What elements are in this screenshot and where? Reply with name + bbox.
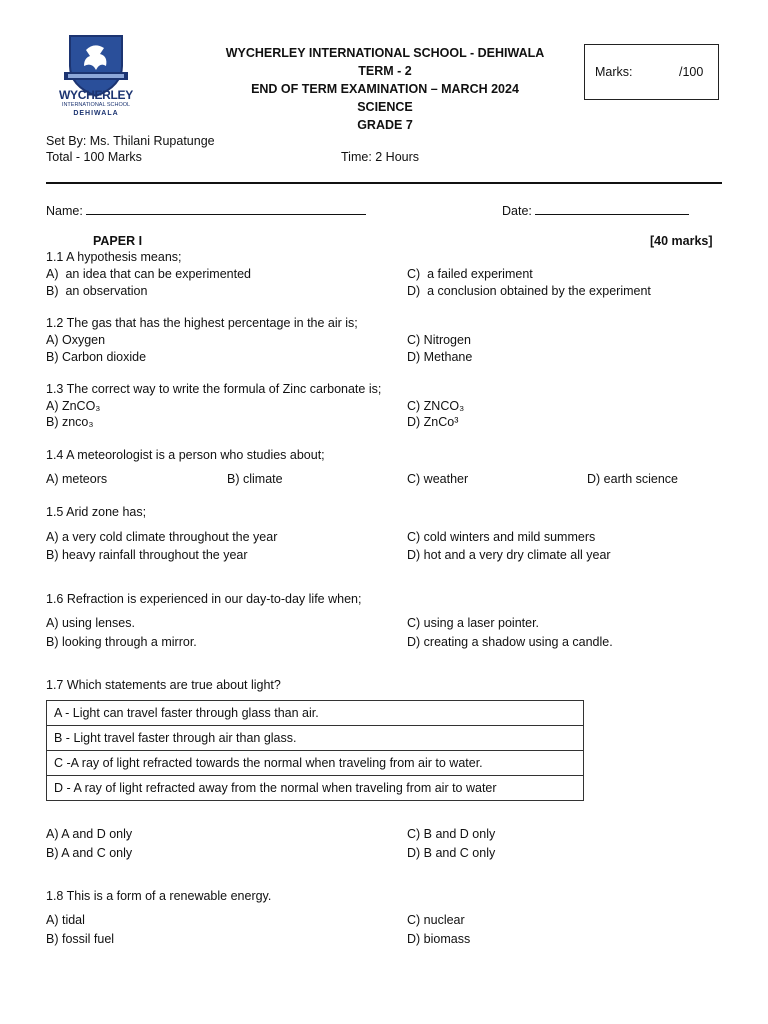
- option-b: B) fossil fuel: [46, 932, 115, 946]
- option-a: A) an idea that can be experimented: [46, 267, 251, 281]
- option-a: A) a very cold climate throughout the year: [46, 530, 278, 544]
- option-b: B) heavy rainfall throughout the year: [46, 548, 248, 562]
- paper-title: PAPER I: [93, 234, 143, 248]
- option-d: D) earth science: [587, 472, 679, 486]
- statements-table: [46, 700, 584, 801]
- name-blank[interactable]: [86, 202, 366, 215]
- grade-label: GRADE 7: [357, 118, 413, 132]
- date-label: Date:: [502, 204, 532, 218]
- statement-b: B - Light travel faster through air than glass.: [47, 726, 584, 751]
- exam-title: END OF TERM EXAMINATION – MARCH 2024: [251, 82, 519, 96]
- table-row: [47, 726, 584, 751]
- date-blank[interactable]: [535, 202, 689, 215]
- question-1-5: 1.5 Arid zone has;: [46, 505, 147, 519]
- option-b: B) Carbon dioxide: [46, 350, 147, 364]
- statement-d: D - A ray of light refracted away from the normal when traveling from air to water: [47, 776, 584, 801]
- name-label: Name:: [46, 204, 83, 218]
- option-d: D) creating a shadow using a candle.: [407, 635, 613, 649]
- exam-time: Time: 2 Hours: [341, 150, 420, 164]
- option-b: B) looking through a mirror.: [46, 635, 197, 649]
- option-b: B) znco₃: [46, 415, 94, 429]
- option-c: C) cold winters and mild summers: [407, 530, 596, 544]
- logo-text: WYCHERLEY: [59, 88, 133, 102]
- option-c: C) nuclear: [407, 913, 465, 927]
- name-field[interactable]: [46, 202, 366, 218]
- option-a: A) A and D only: [46, 827, 133, 841]
- option-a: A) using lenses.: [46, 616, 135, 630]
- question-1-6: 1.6 Refraction is experienced in our day-to-day life when;: [46, 592, 362, 606]
- option-d: D) B and C only: [407, 846, 496, 860]
- table-row: [47, 751, 584, 776]
- header-divider: [46, 182, 722, 184]
- school-name: WYCHERLEY INTERNATIONAL SCHOOL - DEHIWALA: [225, 46, 545, 60]
- option-a: A) ZnCO₃: [46, 399, 101, 413]
- option-a: A) meteors: [46, 472, 108, 486]
- option-d: D) ZnCo³: [407, 415, 459, 429]
- option-d: D) a conclusion obtained by the experiment: [407, 284, 651, 298]
- set-by: Set By: Ms. Thilani Rupatunge: [46, 134, 215, 148]
- paper-marks: [40 marks]: [650, 234, 713, 248]
- table-row: [47, 776, 584, 801]
- question-1-8: 1.8 This is a form of a renewable energy.: [46, 889, 272, 903]
- option-c: C) ZNCO₃: [407, 399, 465, 413]
- option-b: B) an observation: [46, 284, 148, 298]
- option-c: C) Nitrogen: [407, 333, 471, 347]
- option-b: B) climate: [227, 472, 283, 486]
- logo-subtext: INTERNATIONAL SCHOOL: [61, 102, 131, 108]
- option-a: A) Oxygen: [46, 333, 106, 347]
- total-marks: Total - 100 Marks: [46, 150, 142, 164]
- option-d: D) biomass: [407, 932, 471, 946]
- option-a: A) tidal: [46, 913, 85, 927]
- question-1-7: 1.7 Which statements are true about light?: [46, 678, 281, 692]
- option-b: B) A and C only: [46, 846, 133, 860]
- logo-city: DEHIWALA: [73, 110, 119, 117]
- option-c: C) B and D only: [407, 827, 496, 841]
- question-1-4: 1.4 A meteorologist is a person who studies about;: [46, 448, 325, 462]
- question-1-1: 1.1 A hypothesis means;: [46, 250, 182, 264]
- option-d: D) hot and a very dry climate all year: [407, 548, 611, 562]
- marks-total: /100: [679, 65, 704, 79]
- subject-label: SCIENCE: [357, 100, 413, 114]
- option-c: C) a failed experiment: [407, 267, 533, 281]
- option-d: D) Methane: [407, 350, 473, 364]
- marks-box: [584, 44, 719, 100]
- table-row: [47, 701, 584, 726]
- school-logo: [56, 32, 136, 124]
- marks-label: Marks:: [595, 65, 633, 79]
- option-c: C) weather: [407, 472, 469, 486]
- question-1-3: 1.3 The correct way to write the formula of Zinc carbonate is;: [46, 382, 382, 396]
- term-label: TERM - 2: [358, 64, 412, 78]
- date-field[interactable]: [502, 202, 689, 218]
- statement-c: C -A ray of light refracted towards the normal when traveling from air to water.: [47, 751, 584, 776]
- option-c: C) using a laser pointer.: [407, 616, 540, 630]
- question-1-2: 1.2 The gas that has the highest percentage in the air is;: [46, 316, 358, 330]
- statement-a: A - Light can travel faster through glass than air.: [47, 701, 584, 726]
